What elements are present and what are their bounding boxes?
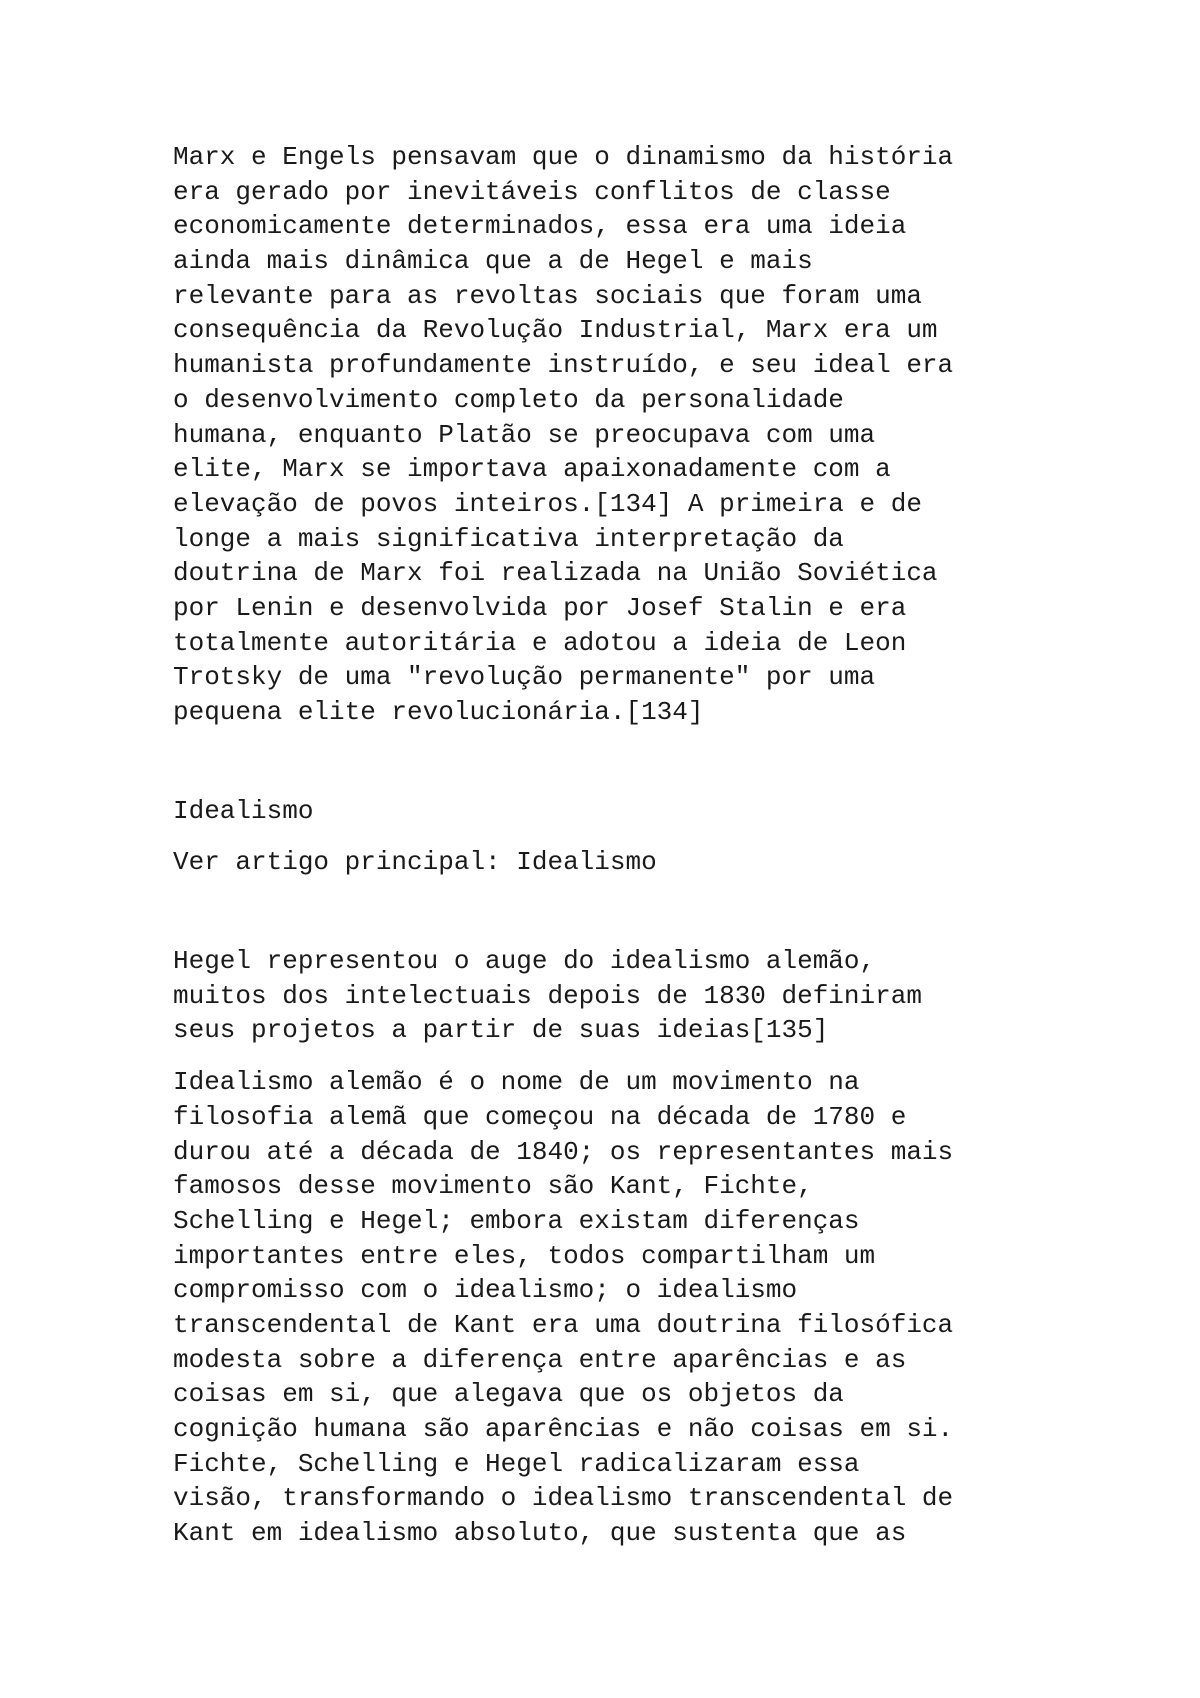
text-line: ainda mais dinâmica que a de Hegel e mais — [173, 246, 813, 277]
spacer — [173, 1048, 1053, 1065]
text-line: relevante para as revoltas sociais que foram uma — [173, 280, 922, 311]
section-heading-text: Idealismo — [173, 795, 314, 826]
text-line: Trotsky de uma "revolução permanente" por uma — [173, 662, 876, 693]
text-line: filosofia alemã que começou na década de 1780 e — [173, 1101, 907, 1132]
text-line: longe a mais significativa interpretação da — [173, 523, 844, 554]
text-line: modesta sobre a diferença entre aparências e as — [173, 1344, 907, 1375]
text-line: durou até a década de 1840; os representantes mais — [173, 1136, 954, 1167]
text-line: famosos desse movimento são Kant, Fichte, — [173, 1171, 813, 1202]
spacer — [173, 880, 1053, 944]
paragraph-german-idealism — [173, 1065, 1053, 1551]
spacer — [173, 730, 1053, 794]
text-line: elevação de povos inteiros.[134] A primeira e de — [173, 488, 922, 519]
text-line: humanista profundamente instruído, e seu ideal era — [173, 350, 954, 381]
paragraph-marx-engels — [173, 140, 1053, 730]
text-line: humana, enquanto Platão se preocupava com uma — [173, 419, 876, 450]
text-line: Schelling e Hegel; embora existam diferenças — [173, 1205, 860, 1236]
text-line: seus projetos a partir de suas ideias[135] — [173, 1015, 829, 1046]
text-line: Fichte, Schelling e Hegel radicalizaram essa — [173, 1448, 860, 1479]
text-line: totalmente autoritária e adotou a ideia de Leon — [173, 627, 907, 658]
text-line: doutrina de Marx foi realizada na União Soviética — [173, 558, 938, 589]
text-line: compromisso com o idealismo; o idealismo — [173, 1275, 798, 1306]
text-line: cognição humana são aparências e não coisas em si. — [173, 1414, 954, 1444]
text-line: por Lenin e desenvolvida por Josef Stalin e era — [173, 592, 907, 623]
image-caption — [173, 944, 1053, 1048]
text-line: consequência da Revolução Industrial, Marx era um — [173, 315, 938, 346]
see-main-article-text: Ver artigo principal: Idealismo — [173, 847, 657, 878]
spacer — [173, 828, 1053, 845]
text-line: importantes entre eles, todos compartilham um — [173, 1240, 876, 1271]
text-line: transcendental de Kant era uma doutrina filosófica — [173, 1309, 954, 1340]
text-line: pequena elite revolucionária.[134] — [173, 697, 704, 727]
text-line: economicamente determinados, essa era uma ideia — [173, 211, 907, 242]
see-main-article — [173, 845, 1053, 880]
text-line: o desenvolvimento completo da personalidade — [173, 384, 844, 415]
text-line: coisas em si, que alegava que os objetos da — [173, 1379, 844, 1410]
text-line: Marx e Engels pensavam que o dinamismo da história — [173, 142, 954, 172]
text-line: muitos dos intelectuais depois de 1830 definiram — [173, 980, 922, 1011]
text-line: Hegel representou o auge do idealismo alemão, — [173, 946, 876, 977]
section-heading — [173, 794, 1053, 829]
text-line: era gerado por inevitáveis conflitos de classe — [173, 176, 891, 207]
text-line: visão, transformando o idealismo transcendental de — [173, 1483, 954, 1514]
text-line: Kant em idealismo absoluto, que sustenta que as — [173, 1518, 907, 1549]
text-line: elite, Marx se importava apaixonadamente com a — [173, 454, 891, 485]
text-line: Idealismo alemão é o nome de um movimento na — [173, 1067, 860, 1098]
document-page — [173, 140, 1053, 1551]
